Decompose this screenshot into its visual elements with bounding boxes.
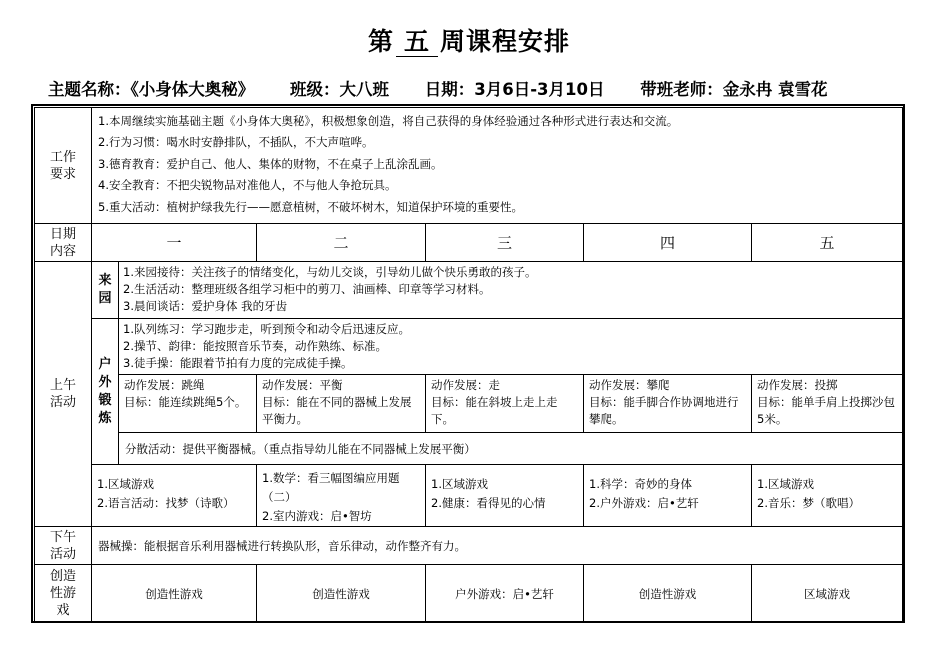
arrival-content — [119, 262, 903, 319]
motor-skill: 动作发展：平衡 — [262, 378, 343, 392]
free-play-content: 分散活动：提供平衡器械。（重点指导幼儿能在不同器械上发展平衡） — [119, 433, 903, 465]
work-requirements-content — [92, 108, 903, 224]
motor-goal: 目标：能连续跳绳5个。 — [124, 395, 247, 409]
motor-skill: 动作发展：攀爬 — [589, 378, 670, 392]
motor-goal: 目标：能手脚合作协调地进行攀爬。 — [589, 395, 739, 426]
exercise-label: 户外锻炼 — [92, 319, 119, 465]
motor-skill: 动作发展：走 — [431, 378, 500, 392]
motor-goal: 目标：能在斜坡上走上走下。 — [431, 395, 558, 426]
session-day-2 — [257, 465, 426, 527]
row-work-requirements — [35, 108, 903, 224]
arrival-item: 1.来园接待：关注孩子的情绪变化，与幼儿交谈，引导幼儿做个快乐勇敢的孩子。 — [123, 265, 537, 279]
motor-day-1 — [119, 375, 257, 433]
class-name: 班级：大八班 — [290, 80, 389, 99]
creative-day-2: 创造性游戏 — [257, 565, 426, 623]
week-number: 五 — [396, 28, 438, 57]
requirement-item: 4.安全教育：不把尖锐物品对准他人，不与他人争抢玩具。 — [98, 178, 397, 193]
day-5: 五 — [752, 224, 903, 262]
row-days — [35, 224, 903, 262]
day-4: 四 — [584, 224, 752, 262]
requirement-item: 5.重大活动：植树护绿我先行——愿意植树，不破坏树木，知道保护环境的重要性。 — [98, 199, 523, 214]
session-item: 1.数学：看三幅图编应用题（二） — [262, 471, 400, 504]
schedule-meta — [48, 76, 828, 100]
day-1: 一 — [92, 224, 257, 262]
requirement-item: 3.德育教育：爱护自己、他人、集体的财物，不在桌子上乱涂乱画。 — [98, 156, 443, 171]
creative-day-3: 户外游戏：启•艺轩 — [426, 565, 584, 623]
row-creative — [35, 565, 903, 623]
motor-day-2 — [257, 375, 426, 433]
session-day-3 — [426, 465, 584, 527]
row-motor-development — [35, 375, 903, 433]
motor-day-4 — [584, 375, 752, 433]
session-item: 2.音乐：梦（歌唱） — [757, 496, 860, 510]
session-item: 1.区域游戏 — [97, 477, 154, 491]
motor-skill: 动作发展：投掷 — [757, 378, 838, 392]
creative-day-4: 创造性游戏 — [584, 565, 752, 623]
row-exercise-items — [35, 319, 903, 375]
session-item: 2.健康：看得见的心情 — [431, 496, 546, 510]
date-range: 日期：3月6日-3月10日 — [424, 80, 605, 99]
exercise-item: 3.徒手操：能跟着节拍有力度的完成徒手操。 — [123, 356, 353, 370]
session-item: 2.语言活动：找梦（诗歌） — [97, 496, 235, 510]
motor-goal: 目标：能单手肩上投掷沙包5米。 — [757, 395, 895, 426]
creative-label: 创造性游戏 — [35, 565, 92, 623]
schedule-table — [34, 107, 903, 623]
afternoon-label: 下午活动 — [35, 527, 92, 565]
morning-label: 上午活动 — [35, 262, 92, 527]
page-title — [0, 22, 938, 58]
motor-day-5 — [752, 375, 903, 433]
arrival-item: 3.晨间谈话：爱护身体 我的牙齿 — [123, 299, 288, 313]
session-item: 1.区域游戏 — [757, 477, 814, 491]
motor-skill: 动作发展：跳绳 — [124, 378, 205, 392]
arrival-label: 来园 — [92, 262, 119, 319]
requirement-item: 2.行为习惯：喝水时安静排队，不插队，不大声喧哗。 — [98, 135, 374, 150]
session-item: 2.室内游戏：启•智坊 — [262, 509, 372, 523]
session-day-5 — [752, 465, 903, 527]
row-arrival — [35, 262, 903, 319]
row-afternoon — [35, 527, 903, 565]
creative-day-5: 区域游戏 — [752, 565, 903, 623]
day-2: 二 — [257, 224, 426, 262]
row-free-play — [35, 433, 903, 465]
work-requirements-label: 工作要求 — [35, 108, 92, 224]
motor-day-3 — [426, 375, 584, 433]
exercise-content — [119, 319, 903, 375]
afternoon-content: 器械操：能根据音乐利用器械进行转换队形，音乐律动，动作整齐有力。 — [92, 527, 903, 565]
days-label: 日期内容 — [35, 224, 92, 262]
motor-goal: 目标：能在不同的器械上发展平衡力。 — [262, 395, 412, 426]
teachers: 带班老师：金永冉 袁雪花 — [640, 80, 828, 99]
title-prefix: 第 — [367, 27, 394, 56]
theme-name: 主题名称：《小身体大奥秘》 — [48, 80, 255, 99]
session-item: 2.户外游戏：启•艺轩 — [589, 496, 699, 510]
arrival-item: 2.生活活动：整理班级各组学习柜中的剪刀、油画棒、印章等学习材料。 — [123, 282, 491, 296]
title-suffix: 周课程安排 — [440, 27, 571, 56]
session-item: 1.科学：奇妙的身体 — [589, 477, 692, 491]
session-day-1 — [92, 465, 257, 527]
row-sessions — [35, 465, 903, 527]
creative-day-1: 创造性游戏 — [92, 565, 257, 623]
session-day-4 — [584, 465, 752, 527]
day-3: 三 — [426, 224, 584, 262]
exercise-item: 1.队列练习：学习跑步走，听到预令和动令后迅速反应。 — [123, 322, 410, 336]
requirement-item: 1.本周继续实施基础主题《小身体大奥秘》，积极想象创造，将自己获得的身体经验通过各种形式进行表达和交流。 — [98, 114, 679, 128]
exercise-item: 2.操节、韵律：能按照音乐节奏，动作熟练、标准。 — [123, 339, 387, 353]
session-item: 1.区域游戏 — [431, 477, 488, 491]
